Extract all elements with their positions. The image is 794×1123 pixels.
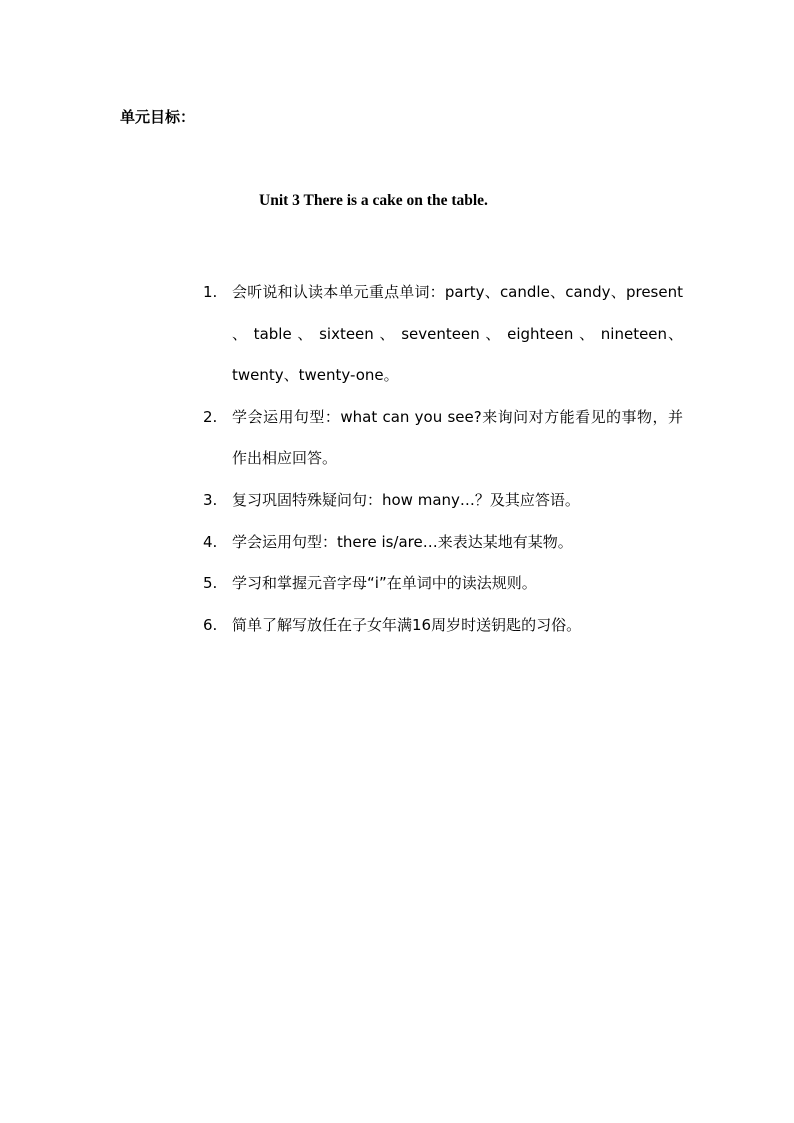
objective-item — [203, 563, 683, 605]
objective-number: 6. — [203, 615, 218, 634]
objective-text: 简单了解写放任在子女年满16周岁时送钥匙的习俗。 — [232, 615, 582, 634]
objective-text: 学会运用句型：what can you see?来询问对方能看见的事物，并作出相应回答。 — [232, 407, 683, 468]
objective-item — [203, 397, 683, 480]
objective-number: 3. — [203, 490, 218, 509]
objective-text: 学会运用句型：there is/are…来表达某地有某物。 — [232, 532, 573, 551]
objective-number: 2. — [203, 407, 218, 426]
objective-item — [203, 272, 683, 397]
objective-text: 复习巩固特殊疑问句：how many…？及其应答语。 — [232, 490, 580, 509]
objectives-list — [203, 272, 683, 646]
objective-text: 会听说和认读本单元重点单词：party、candle、candy、present 、 table 、 sixteen 、 seventeen 、 eighteen 、 nineteen、twenty、twenty-one。 — [232, 283, 683, 385]
objective-text: 学习和掌握元音字母“i”在单词中的读法规则。 — [232, 574, 537, 593]
objective-number: 1. — [203, 283, 218, 301]
objective-item — [203, 522, 683, 564]
objective-number: 5. — [203, 574, 218, 593]
section-heading: 单元目标： — [120, 108, 196, 126]
objective-item — [203, 480, 683, 522]
objective-item — [203, 605, 683, 647]
document-title: Unit 3 There is a cake on the table. — [259, 192, 488, 209]
objective-number: 4. — [203, 532, 218, 551]
